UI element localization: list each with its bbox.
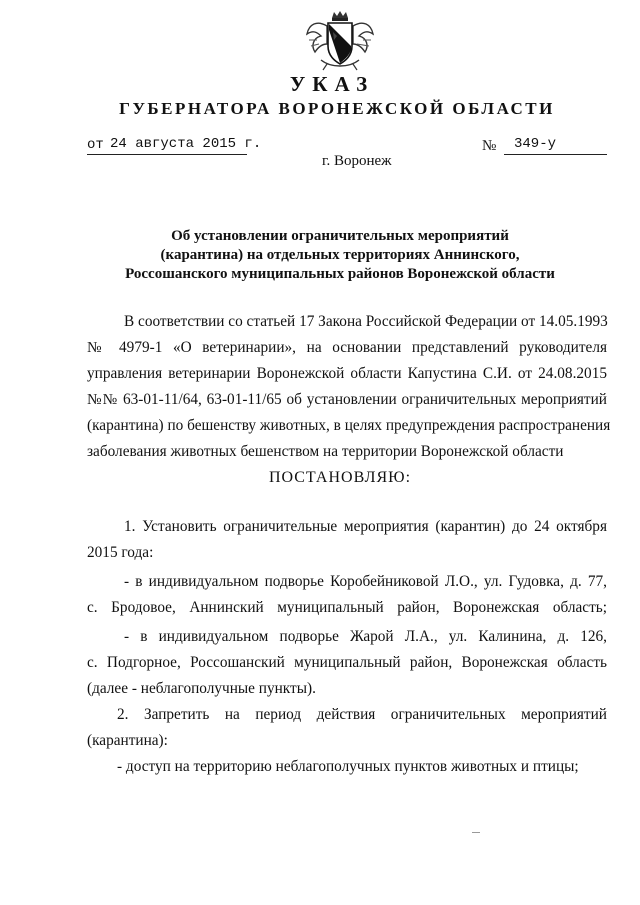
item-line: (карантина): [87,732,168,749]
date-value: 24 августа 2015 г. [110,136,262,152]
number-value: 349-у [514,136,557,152]
item-line: (далее - неблагополучные пункты). [87,680,316,697]
item-line: - в индивидуальном подворье Жарой Л.А., ул. Калинина, д. 126, [124,628,607,645]
decree-title [60,227,620,284]
voronezh-coat-of-arms-icon [303,10,377,72]
document-subtitle: ГУБЕРНАТОРА ВОРОНЕЖСКОЙ ОБЛАСТИ [119,99,555,118]
item-line: 2015 года: [87,544,154,561]
item-line: 2. Запретить на период действия ограничительных мероприятий [117,706,607,723]
preamble-line: (карантина) по бешенству животных, в целях предупреждения распространения [87,417,611,434]
document-title: УКАЗ [289,72,375,96]
preamble-line: №№ 63-01-11/64, 63-01-11/65 об установлении ограничительных мероприятий [87,391,607,408]
item-line: с. Подгорное, Россошанский муниципальный район, Воронежская область [87,654,607,671]
scan-mark [472,832,480,833]
preamble-line: заболевания животных бешенством на территории Воронежской области [87,443,564,460]
decree-title-line: Об установлении ограничительных мероприятий [171,228,509,244]
item-line: - в индивидуальном подворье Коробейниковой Л.О., ул. Гудовка, д. 77, [124,573,607,590]
item-line: - доступ на территорию неблагополучных пунктов животных и птицы; [117,758,579,775]
decree-title-line: (карантина) на отдельных территориях Аннинского, [160,247,520,263]
number-prefix: № [482,138,497,154]
preamble-line: В соответствии со статьей 17 Закона Российской Федерации от 14.05.1993 [124,313,608,330]
resolve-heading: ПОСТАНОВЛЯЮ: [268,469,412,486]
decree-title-line: Россошанского муниципальных районов Воронежской области [125,266,555,282]
preamble-line: управления ветеринарии Воронежской области Капустина С.И. от 24.08.2015 [87,365,607,382]
item-line: с. Бродовое, Аннинский муниципальный район, Воронежская область; [87,599,607,616]
preamble-line: № 4979-1 «О ветеринарии», на основании представлений руководителя [87,339,607,356]
item-line: 1. Установить ограничительные мероприятия (карантин) до 24 октября [124,518,607,535]
number-underline [504,154,607,155]
city: г. Воронеж [322,153,392,169]
date-underline [87,154,247,155]
date-prefix: от [87,137,104,153]
